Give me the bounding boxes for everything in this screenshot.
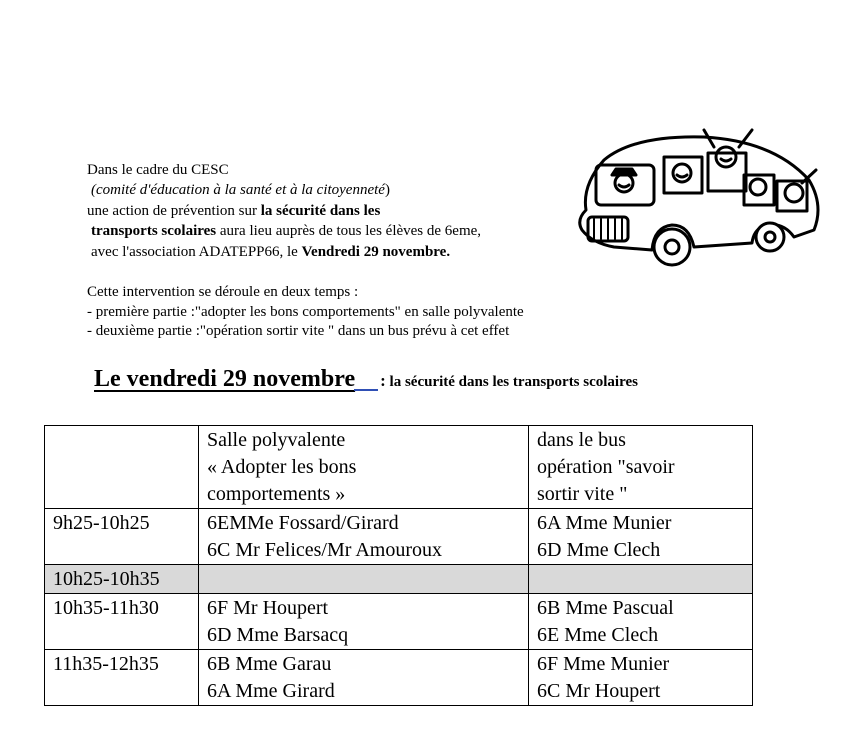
header-time-cell [45, 426, 199, 509]
intro-line-1: Dans le cadre du CESC [87, 162, 229, 178]
table-row [45, 509, 753, 565]
schedule-table [44, 425, 753, 706]
time-cell: 11h35-12h35 [45, 650, 199, 706]
part-one: - première partie :"adopter les bons comportements" en salle polyvalente [87, 303, 524, 320]
header-salle-cell: Salle polyvalente « Adopter les bons comportements » [199, 426, 529, 509]
heading-underline-gap [354, 389, 378, 391]
table-row [45, 650, 753, 706]
salle-cell: 6F Mr Houpert 6D Mme Barsacq [199, 594, 529, 650]
table-row-break [45, 565, 753, 594]
bus-cell [529, 565, 753, 594]
intro-line-5: avec l'association ADATEPP66, le Vendredi 29 novembre. [91, 243, 451, 260]
heading-date: Le vendredi 29 novembre [94, 366, 356, 392]
part-two: - deuxième partie :"opération sortir vite " dans un bus prévu à cet effet [87, 323, 510, 339]
time-cell: 10h35-11h30 [45, 594, 199, 650]
table-row [45, 594, 753, 650]
intro-line-3: une action de prévention sur la sécurité dans les [87, 202, 381, 219]
time-cell: 9h25-10h25 [45, 509, 199, 565]
bus-cell: 6F Mme Munier 6C Mr Houpert [529, 650, 753, 706]
header-bus-cell: dans le bus opération "savoir sortir vite " [529, 426, 753, 509]
salle-cell: 6B Mme Garau 6A Mme Girard [199, 650, 529, 706]
time-cell: 10h25-10h35 [45, 565, 199, 594]
parts-paragraph [87, 283, 524, 342]
parts-intro: Cette intervention se déroule en deux temps : [87, 284, 359, 300]
cesc-definition: (comité d'éducation à la santé et à la citoyenneté [91, 182, 385, 199]
table-header-row [45, 426, 753, 509]
intro-paragraph [87, 160, 481, 262]
bus-cell: 6B Mme Pascual 6E Mme Clech [529, 594, 753, 650]
salle-cell: 6EMMe Fossard/Girard 6C Mr Felices/Mr Amouroux [199, 509, 529, 565]
salle-cell [199, 565, 529, 594]
school-bus-icon [574, 125, 832, 270]
section-heading: Le vendredi 29 novembre : la sécurité dans les transports scolaires [87, 366, 638, 393]
bus-cell: 6A Mme Munier 6D Mme Clech [529, 509, 753, 565]
intro-line-2: (comité d'éducation à la santé et à la citoyenneté) [91, 182, 390, 199]
heading-subtitle: la sécurité dans les transports scolaires [385, 374, 638, 390]
intro-line-4: transports scolaires aura lieu auprès de tous les élèves de 6eme, [91, 223, 482, 240]
